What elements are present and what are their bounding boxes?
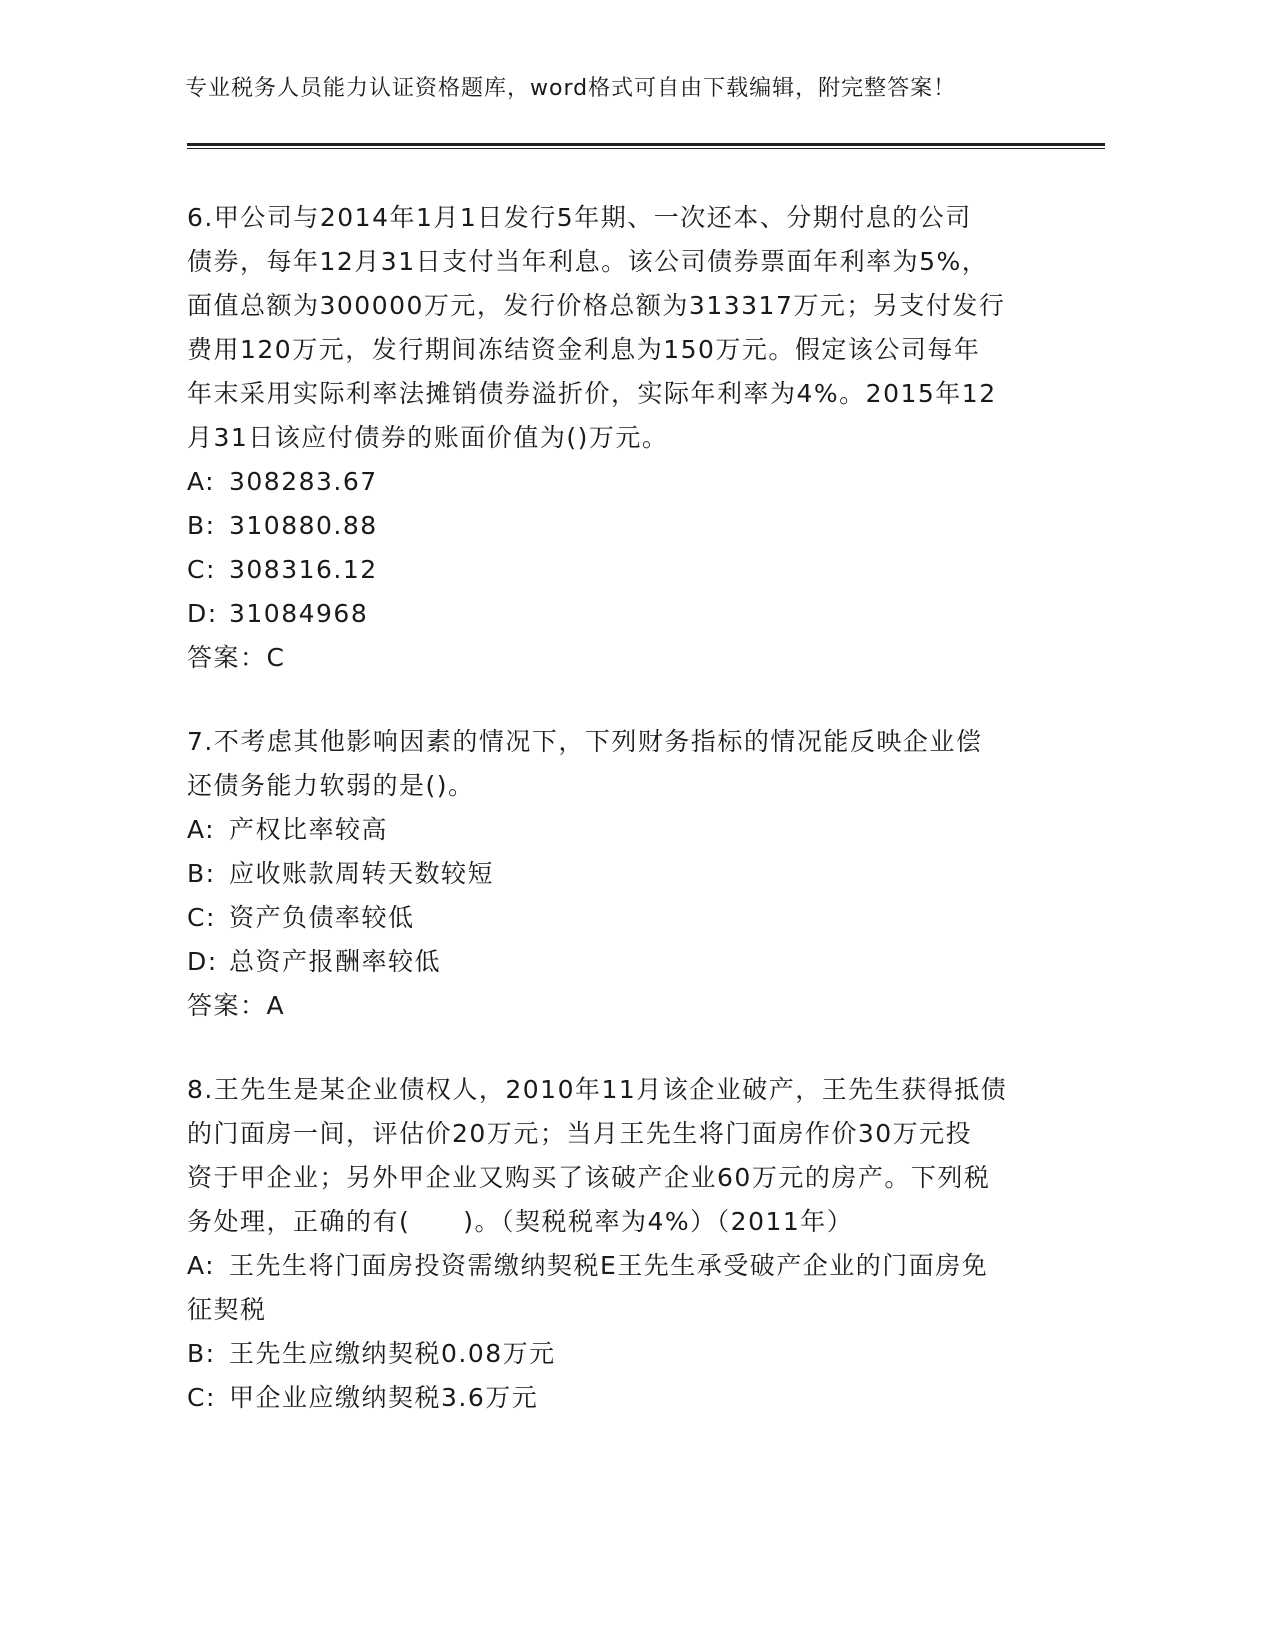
option-text: 308316.12 bbox=[229, 555, 378, 584]
question-text-line: 务处理，正确的有( )。（契税税率为4%）（2011年） bbox=[187, 1207, 854, 1236]
option-label: C: bbox=[187, 555, 216, 584]
option-text: 王先生将门面房投资需缴纳契税E王先生承受破产企业的门面房免 bbox=[229, 1251, 989, 1280]
option-label: D: bbox=[187, 599, 218, 628]
option-label: B: bbox=[187, 859, 216, 888]
question-8 bbox=[187, 1068, 1067, 1420]
question-6 bbox=[187, 196, 1067, 680]
option-label: C: bbox=[187, 903, 216, 932]
option-text: 308283.67 bbox=[229, 467, 378, 496]
question-text-line: 还债务能力软弱的是()。 bbox=[187, 771, 475, 800]
question-text-line: 的门面房一间，评估价20万元；当月王先生将门面房作价30万元投 bbox=[187, 1119, 973, 1148]
option-a bbox=[187, 1244, 1067, 1288]
option-a bbox=[187, 460, 1067, 504]
option-text: 甲企业应缴纳契税3.6万元 bbox=[229, 1383, 539, 1412]
option-b bbox=[187, 1332, 1067, 1376]
option-label: C: bbox=[187, 1383, 216, 1412]
option-label: A: bbox=[187, 1251, 216, 1280]
option-label: B: bbox=[187, 1339, 216, 1368]
option-c bbox=[187, 896, 1067, 940]
option-label: A: bbox=[187, 815, 216, 844]
option-b bbox=[187, 504, 1067, 548]
option-label: A: bbox=[187, 467, 216, 496]
question-text-line: 资于甲企业；另外甲企业又购买了该破产企业60万元的房产。下列税 bbox=[187, 1163, 991, 1192]
question-text-line: 面值总额为300000万元，发行价格总额为313317万元；另支付发行 bbox=[187, 291, 1006, 320]
option-text: 征契税 bbox=[187, 1295, 267, 1324]
question-text-line: 费用120万元，发行期间冻结资金利息为150万元。假定该公司每年 bbox=[187, 335, 981, 364]
option-c bbox=[187, 1376, 1067, 1420]
question-list bbox=[187, 196, 1067, 1460]
option-d bbox=[187, 940, 1067, 984]
answer-line: 答案：A bbox=[187, 991, 286, 1020]
option-c bbox=[187, 548, 1067, 592]
question-text-line: 7.不考虑其他影响因素的情况下，下列财务指标的情况能反映企业偿 bbox=[187, 727, 983, 756]
answer-line: 答案：C bbox=[187, 643, 286, 672]
question-text-line: 8.王先生是某企业债权人，2010年11月该企业破产，王先生获得抵债 bbox=[187, 1075, 1008, 1104]
option-text: 31084968 bbox=[229, 599, 369, 628]
option-text: 应收账款周转天数较短 bbox=[229, 859, 495, 888]
page-header: 专业税务人员能力认证资格题库，word格式可自由下载编辑，附完整答案！ bbox=[185, 76, 957, 101]
header-divider bbox=[187, 143, 1105, 146]
option-text: 产权比率较高 bbox=[229, 815, 389, 844]
question-text-line: 月31日该应付债券的账面价值为()万元。 bbox=[187, 423, 669, 452]
option-label: D: bbox=[187, 947, 218, 976]
option-text: 310880.88 bbox=[229, 511, 378, 540]
option-text: 总资产报酬率较低 bbox=[229, 947, 442, 976]
question-text-line: 6.甲公司与2014年1月1日发行5年期、一次还本、分期付息的公司 bbox=[187, 203, 972, 232]
option-label: B: bbox=[187, 511, 216, 540]
option-a-continuation bbox=[187, 1288, 1067, 1332]
option-text: 资产负债率较低 bbox=[229, 903, 415, 932]
question-text-line: 年末采用实际利率法摊销债券溢折价，实际年利率为4%。2015年12 bbox=[187, 379, 997, 408]
option-d bbox=[187, 592, 1067, 636]
option-a bbox=[187, 808, 1067, 852]
question-text-line: 债券，每年12月31日支付当年利息。该公司债券票面年利率为5%， bbox=[187, 247, 989, 276]
question-7 bbox=[187, 720, 1067, 1028]
option-text: 王先生应缴纳契税0.08万元 bbox=[229, 1339, 556, 1368]
option-b bbox=[187, 852, 1067, 896]
